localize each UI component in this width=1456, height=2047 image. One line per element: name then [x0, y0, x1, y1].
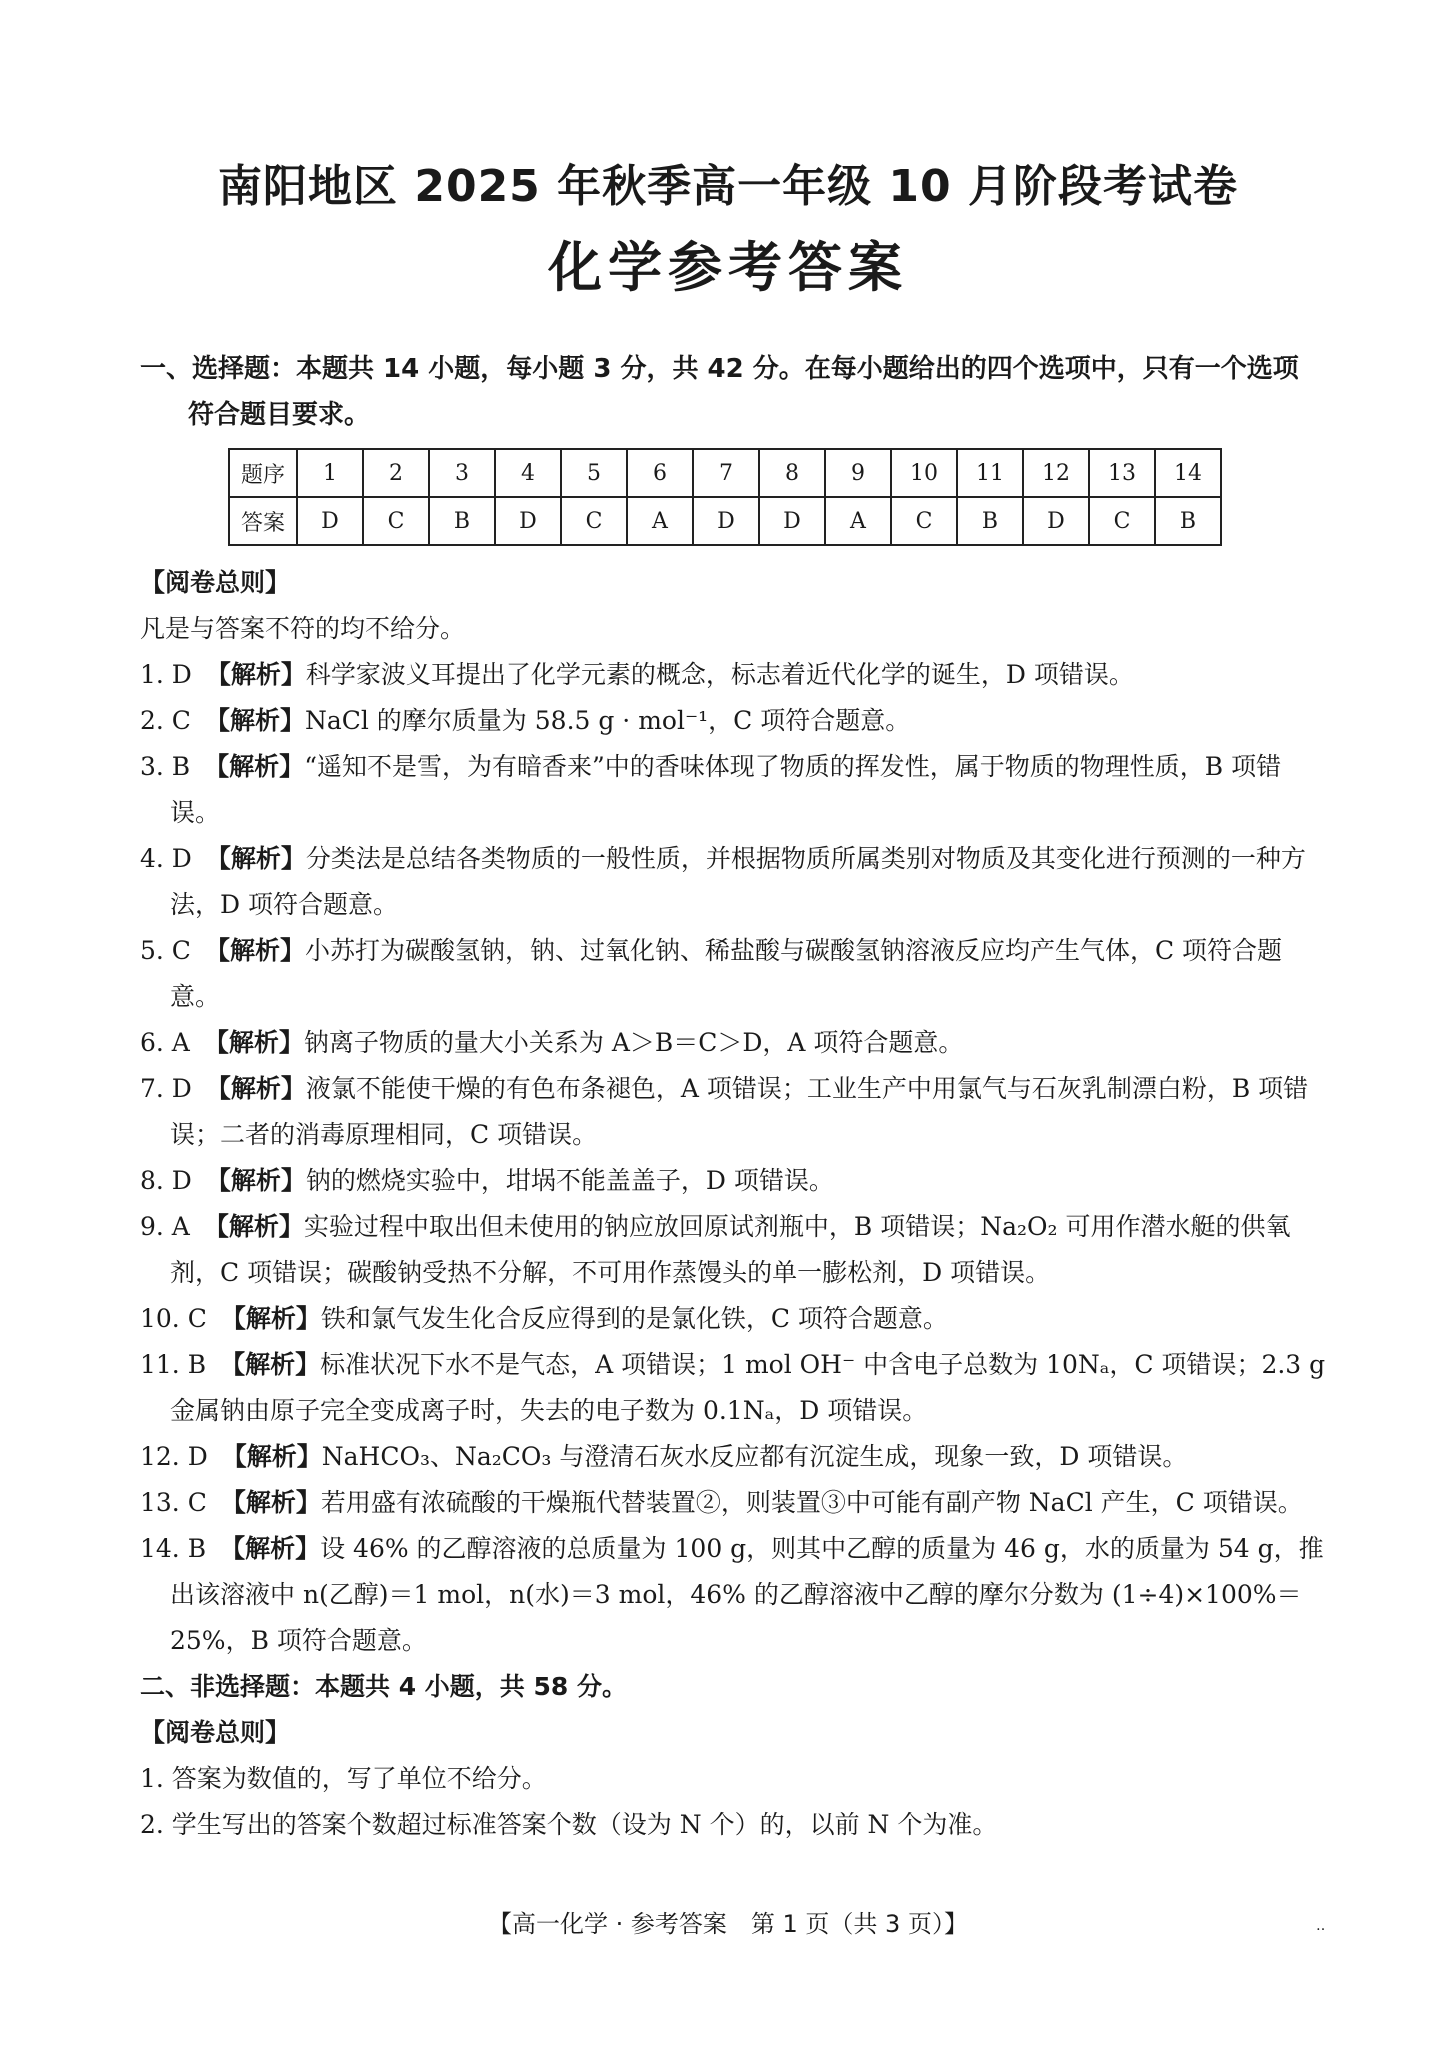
explanation-item: [140, 928, 1330, 1020]
table-cell-answer: C: [891, 497, 957, 545]
explanation-text: 实验过程中取出但未使用的钠应放回原试剂瓶中，B 项错误；Na₂O₂ 可用作潜水艇的供氧剂，C 项错误；碳酸钠受热不分解，不可用作蒸馒头的单一膨松剂，D 项错误。: [170, 1212, 1291, 1287]
explanation-text: 液氯不能使干燥的有色布条褪色，A 项错误；工业生产中用氯气与石灰乳制漂白粉，B 项错误；二者的消毒原理相同，C 项错误。: [170, 1074, 1309, 1149]
exam-title: 南阳地区 2025 年秋季高一年级 10 月阶段考试卷: [218, 161, 1238, 212]
explanation-tag: 【解析】: [203, 1028, 304, 1057]
grading-rules-heading: 【阅卷总则】: [140, 1718, 291, 1747]
explanation-number: 9. A: [140, 1212, 190, 1241]
explanation-text: 分类法是总结各类物质的一般性质，并根据物质所属类别对物质及其变化进行预测的一种方法，D 项符合题意。: [170, 844, 1306, 919]
explanation-text: 科学家波义耳提出了化学元素的概念，标志着近代化学的诞生，D 项错误。: [305, 660, 1134, 689]
explanation-number: 5. C: [140, 936, 191, 965]
table-cell-answer: D: [1023, 497, 1089, 545]
table-cell-answer: C: [1089, 497, 1155, 545]
explanation-tag: 【解析】: [220, 1350, 321, 1379]
explanation-tag: 【解析】: [204, 752, 305, 781]
table-cell-number: 9: [825, 449, 891, 497]
explanation-text: 标准状况下水不是气态，A 项错误；1 mol OH⁻ 中含电子总数为 10Nₐ，C 项错误；2.3 g 金属钠由原子完全变成离子时，失去的电子数为 0.1Nₐ，D 项错误。: [170, 1350, 1326, 1425]
explanation-item: [140, 836, 1330, 928]
grading-rules-heading: 【阅卷总则】: [140, 568, 291, 597]
explanation-item: [140, 1434, 1330, 1480]
table-cell-number: 13: [1089, 449, 1155, 497]
explanation-item: [140, 1342, 1330, 1434]
table-cell-answer: C: [561, 497, 627, 545]
grading-rule-item: 2. 学生写出的答案个数超过标准答案个数（设为 N 个）的，以前 N 个为准。: [140, 1810, 998, 1839]
explanation-item: [140, 1204, 1330, 1296]
section1-heading-line1: 一、选择题：本题共 14 小题，每小题 3 分，共 42 分。在每小题给出的四个选项中，只有一个选项: [140, 354, 1299, 384]
grading-rules-text: 凡是与答案不符的均不给分。: [140, 614, 466, 643]
table-cell-answer: D: [495, 497, 561, 545]
section1-heading: [140, 346, 1330, 438]
explanation-text: 若用盛有浓硫酸的干燥瓶代替装置②，则装置③中可能有副产物 NaCl 产生，C 项错误。: [320, 1488, 1303, 1517]
section2-heading: 二、非选择题：本题共 4 小题，共 58 分。: [140, 1672, 628, 1701]
grading-rule-item: 1. 答案为数值的，写了单位不给分。: [140, 1764, 547, 1793]
explanation-number: 1. D: [140, 660, 192, 689]
explanation-number: 4. D: [140, 844, 192, 873]
table-cell-number: 1: [297, 449, 363, 497]
explanation-number: 13. C: [140, 1488, 207, 1517]
explanation-text: 小苏打为碳酸氢钠，钠、过氧化钠、稀盐酸与碳酸氢钠溶液反应均产生气体，C 项符合题意。: [170, 936, 1283, 1011]
explanation-item: [140, 698, 1330, 744]
explanation-number: 7. D: [140, 1074, 192, 1103]
page-title: 化学参考答案: [548, 236, 908, 299]
explanation-number: 10. C: [140, 1304, 207, 1333]
explanation-item: [140, 1158, 1330, 1204]
explanation-tag: 【解析】: [205, 1166, 306, 1195]
footer-mark: ‥: [1316, 1918, 1326, 1934]
explanation-text: 钠离子物质的量大小关系为 A＞B＝C＞D，A 项符合题意。: [303, 1028, 964, 1057]
explanation-text: 铁和氯气发生化合反应得到的是氯化铁，C 项符合题意。: [320, 1304, 948, 1333]
explanation-item: [140, 1526, 1330, 1664]
table-cell-answer: A: [627, 497, 693, 545]
explanation-text: NaCl 的摩尔质量为 58.5 g · mol⁻¹，C 项符合题意。: [304, 706, 911, 735]
table-cell-number: 12: [1023, 449, 1089, 497]
explanation-tag: 【解析】: [220, 1488, 321, 1517]
table-cell-number: 3: [429, 449, 495, 497]
table-cell-answer: A: [825, 497, 891, 545]
explanation-tag: 【解析】: [220, 1534, 321, 1563]
section1-heading-line2: 符合题目要求。: [188, 400, 371, 430]
explanation-item: [140, 652, 1330, 698]
explanation-item: [140, 744, 1330, 836]
explanation-text: 设 46% 的乙醇溶液的总质量为 100 g，则其中乙醇的质量为 46 g，水的质量为 54 g，推出该溶液中 n(乙醇)＝1 mol，n(水)＝3 mol，46% 的乙醇溶液中乙醇的摩尔分数为 (1÷4)×100%＝25%，B 项符合题意。: [170, 1534, 1324, 1655]
explanation-tag: 【解析】: [204, 936, 305, 965]
explanation-number: 12. D: [140, 1442, 208, 1471]
explanation-number: 2. C: [140, 706, 191, 735]
explanation-tag: 【解析】: [204, 706, 305, 735]
table-cell-number: 10: [891, 449, 957, 497]
explanation-item: [140, 1296, 1330, 1342]
explanation-tag: 【解析】: [221, 1442, 322, 1471]
table-cell-number: 7: [693, 449, 759, 497]
explanation-text: 钠的燃烧实验中，坩埚不能盖盖子，D 项错误。: [305, 1166, 834, 1195]
table-cell-answer: B: [1155, 497, 1221, 545]
answer-table: [228, 448, 1222, 546]
explanation-item: [140, 1020, 1330, 1066]
table-cell-number: 11: [957, 449, 1023, 497]
table-cell-number: 6: [627, 449, 693, 497]
explanation-tag: 【解析】: [205, 844, 306, 873]
table-cell-answer: B: [957, 497, 1023, 545]
explanation-item: [140, 1480, 1330, 1526]
explanations-block: [140, 560, 1330, 1848]
answer-table-answer-row: [229, 497, 1221, 545]
explanation-item: [140, 1066, 1330, 1158]
table-cell-answer: D: [759, 497, 825, 545]
table-cell-answer: D: [297, 497, 363, 545]
explanation-text: NaHCO₃、Na₂CO₃ 与澄清石灰水反应都有沉淀生成，现象一致，D 项错误。: [321, 1442, 1188, 1471]
explanation-text: “遥知不是雪，为有暗香来”中的香味体现了物质的挥发性，属于物质的物理性质，B 项错误。: [170, 752, 1282, 827]
table-cell-number: 8: [759, 449, 825, 497]
explanation-number: 8. D: [140, 1166, 192, 1195]
table-cell-number: 14: [1155, 449, 1221, 497]
table-cell-number: 5: [561, 449, 627, 497]
table-cell-number: 4: [495, 449, 561, 497]
table-cell-answer: C: [363, 497, 429, 545]
answer-table-number-row: [229, 449, 1221, 497]
page-footer: 【高一化学 · 参考答案 第 1 页（共 3 页）】: [488, 1910, 968, 1938]
explanation-tag: 【解析】: [203, 1212, 304, 1241]
explanation-number: 6. A: [140, 1028, 190, 1057]
explanation-tag: 【解析】: [205, 1074, 306, 1103]
table-cell-answer: D: [693, 497, 759, 545]
table-cell-number: 2: [363, 449, 429, 497]
table-cell-answer: B: [429, 497, 495, 545]
table-header-number: 题序: [229, 449, 297, 497]
table-header-answer: 答案: [229, 497, 297, 545]
explanation-number: 3. B: [140, 752, 191, 781]
explanation-tag: 【解析】: [205, 660, 306, 689]
explanation-number: 11. B: [140, 1350, 207, 1379]
explanation-tag: 【解析】: [220, 1304, 321, 1333]
explanation-number: 14. B: [140, 1534, 207, 1563]
